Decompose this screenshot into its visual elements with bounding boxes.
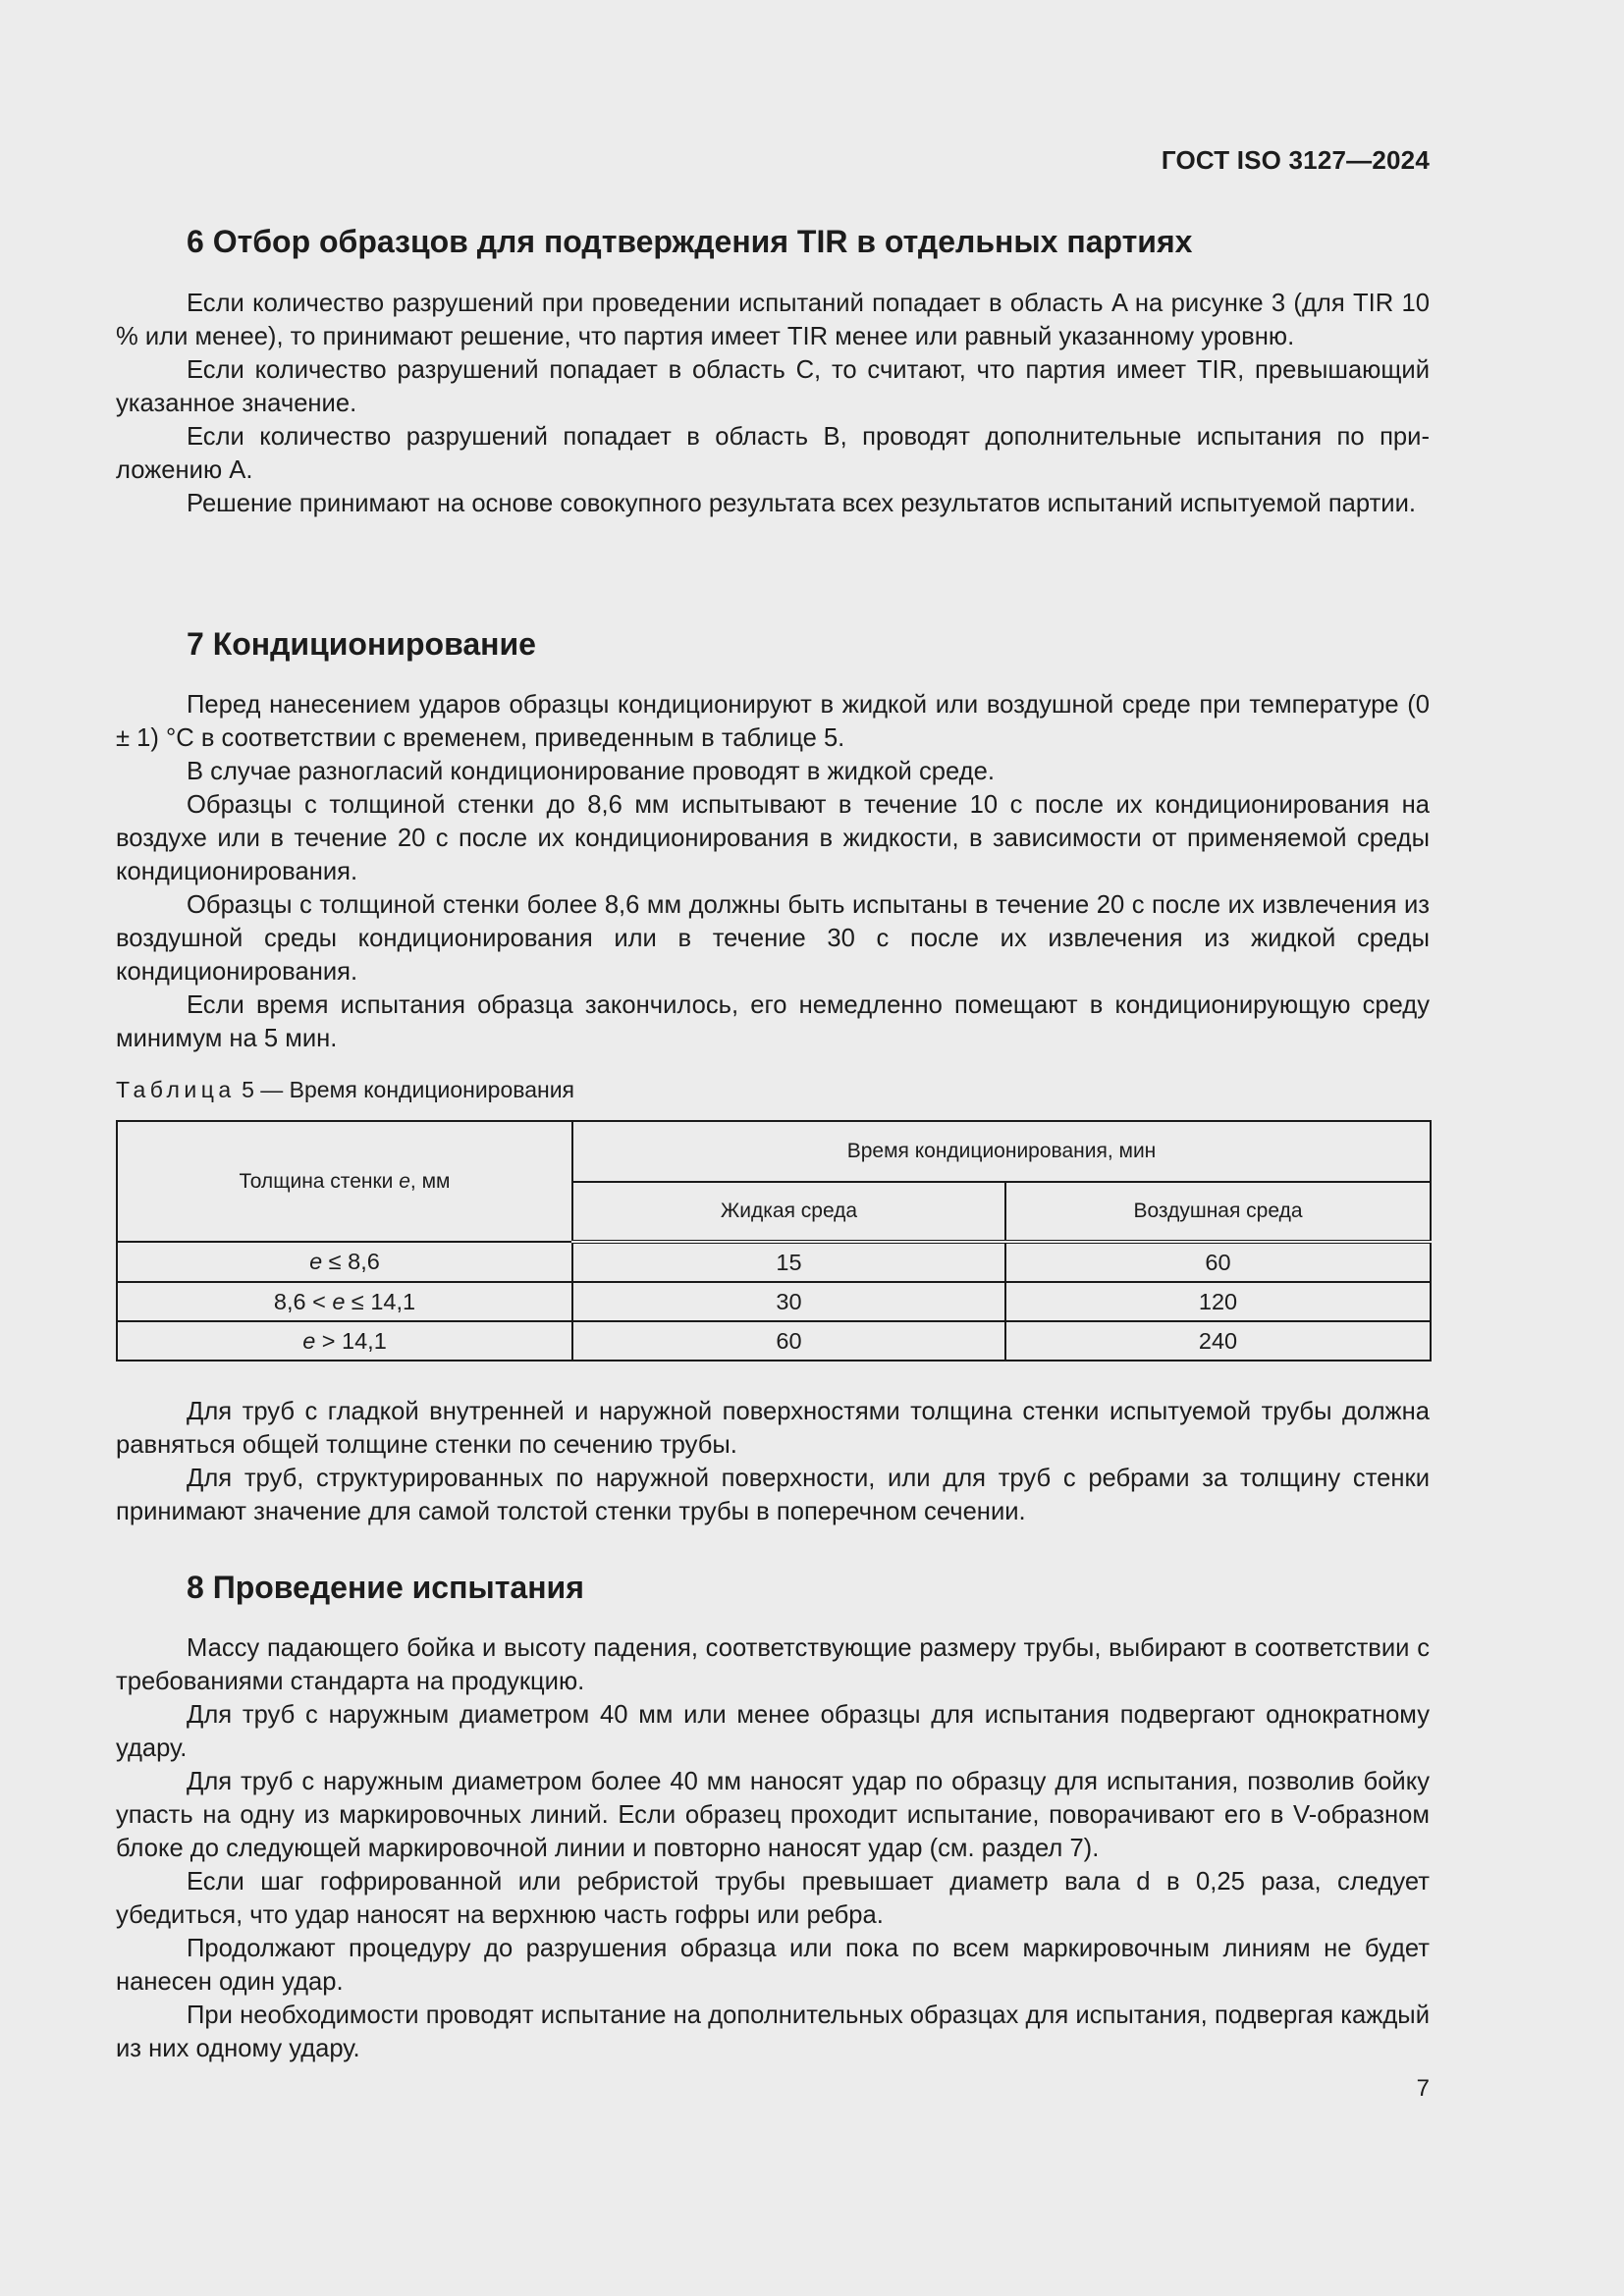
table-row bbox=[117, 1282, 1431, 1321]
cell-thickness: e > 14,1 bbox=[117, 1321, 572, 1361]
paragraph: Образцы с толщиной стенки до 8,6 мм испытывают в течение 10 с после их кондиционирования на воздухе или в течение 20 с после их кондиционирования в жидкости, в зависимости от применяемой среды кондиционирования. bbox=[116, 791, 1430, 885]
paragraph: Для труб, структурированных по наружной поверхности, или для труб с ребрами за толщину стенки принимают значение для самой толстой стенки трубы в поперечном сечении. bbox=[116, 1465, 1430, 1525]
page-number: 7 bbox=[1416, 2075, 1430, 2102]
paragraph: Для труб с гладкой внутренней и наружной поверхностями толщина стенки испытуемой трубы должна равняться общей толщине стенки по сечению трубы. bbox=[116, 1398, 1430, 1459]
table-row bbox=[117, 1242, 1431, 1282]
section-7-body bbox=[116, 688, 1430, 1055]
section-6-heading: 6 Отбор образцов для подтверждения TIR в отдельных партиях bbox=[187, 224, 1193, 259]
paragraph: В случае разногласий кондиционирование проводят в жидкой среде. bbox=[187, 758, 995, 785]
cell-liquid: 60 bbox=[572, 1321, 1005, 1361]
paragraph: Массу падающего бойка и высоту падения, соответствующие размеру трубы, выбирают в соответствии с требованиями стандарта на продукцию. bbox=[116, 1634, 1430, 1695]
paragraph: При необходимости проводят испытание на дополнительных образцах для испытания, подвергая каждый из них одному удару. bbox=[116, 2002, 1430, 2062]
cell-thickness: e ≤ 8,6 bbox=[117, 1242, 572, 1282]
cell-liquid: 15 bbox=[572, 1242, 1005, 1282]
paragraph: Решение принимают на основе совокупного результата всех результатов испытаний испытуемой партии. bbox=[187, 490, 1417, 517]
column-header-conditioning-time: Время кондиционирования, мин bbox=[572, 1121, 1431, 1182]
paragraph: Для труб с наружным диаметром 40 мм или менее образцы для испытания подвергают однократному удару. bbox=[116, 1701, 1430, 1762]
paragraph: Образцы с толщиной стенки более 8,6 мм должны быть испытаны в течение 20 с после их извлечения из воздушной среды кондиционирования или в течение 30 с после их извлечения из жидкой среды кондиционирования. bbox=[116, 891, 1430, 986]
section-7-heading: 7 Кондиционирование bbox=[187, 626, 536, 662]
document-code-header: ГОСТ ISO 3127—2024 bbox=[1161, 145, 1430, 175]
section-8-heading: 8 Проведение испытания bbox=[187, 1570, 584, 1605]
cell-air: 60 bbox=[1005, 1242, 1431, 1282]
paragraph: Если время испытания образца закончилось, его немедленно помещают в кондиционирующую среду минимум на 5 мин. bbox=[116, 991, 1430, 1052]
table-caption-text: 5 — Время кондиционирования bbox=[242, 1077, 575, 1102]
cell-air: 240 bbox=[1005, 1321, 1431, 1361]
conditioning-time-table bbox=[116, 1120, 1432, 1362]
paragraph: Для труб с наружным диаметром более 40 мм наносят удар по образцу для испытания, позволив бойку упасть на одну из маркировочных линий. Если образец проходит испытание, поворачивают его в V-образном блоке до следующей маркировочной линии и повторно наносят удар (см. раздел 7). bbox=[116, 1768, 1430, 1862]
column-header-liquid: Жидкая среда bbox=[572, 1182, 1005, 1242]
table-caption-label: Таблица bbox=[116, 1077, 236, 1102]
section-6-body bbox=[116, 287, 1430, 520]
cell-thickness: 8,6 < e ≤ 14,1 bbox=[117, 1282, 572, 1321]
table-caption bbox=[116, 1077, 574, 1103]
column-header-wall-thickness: Толщина стенки e, мм bbox=[117, 1121, 572, 1242]
paragraph: Если количество разрушений попадает в область B, проводят дополнительные испытания по приложению A. bbox=[116, 423, 1430, 484]
table-row bbox=[117, 1321, 1431, 1361]
section-8-body bbox=[116, 1631, 1430, 2065]
column-header-air: Воздушная среда bbox=[1005, 1182, 1431, 1242]
paragraph: Если количество разрушений попадает в область C, то считают, что партия имеет TIR, превышающий указанное значение. bbox=[116, 356, 1430, 417]
section-7-after-table bbox=[116, 1395, 1430, 1528]
paragraph: Продолжают процедуру до разрушения образца или пока по всем маркировочным линиям не будет нанесен один удар. bbox=[116, 1935, 1430, 1996]
paragraph: Перед нанесением ударов образцы кондиционируют в жидкой или воздушной среде при температуре (0 ± 1) °C в соответствии с временем, приведенным в таблице 5. bbox=[116, 691, 1430, 752]
paragraph: Если количество разрушений при проведении испытаний попадает в область A на рисунке 3 (для TIR 10 % или менее), то принимают решение, что партия имеет TIR менее или равный указанному уровню. bbox=[116, 290, 1430, 350]
cell-liquid: 30 bbox=[572, 1282, 1005, 1321]
cell-air: 120 bbox=[1005, 1282, 1431, 1321]
paragraph: Если шаг гофрированной или ребристой трубы превышает диаметр вала d в 0,25 раза, следует убедиться, что удар наносят на верхнюю часть гофры или ребра. bbox=[116, 1868, 1430, 1929]
